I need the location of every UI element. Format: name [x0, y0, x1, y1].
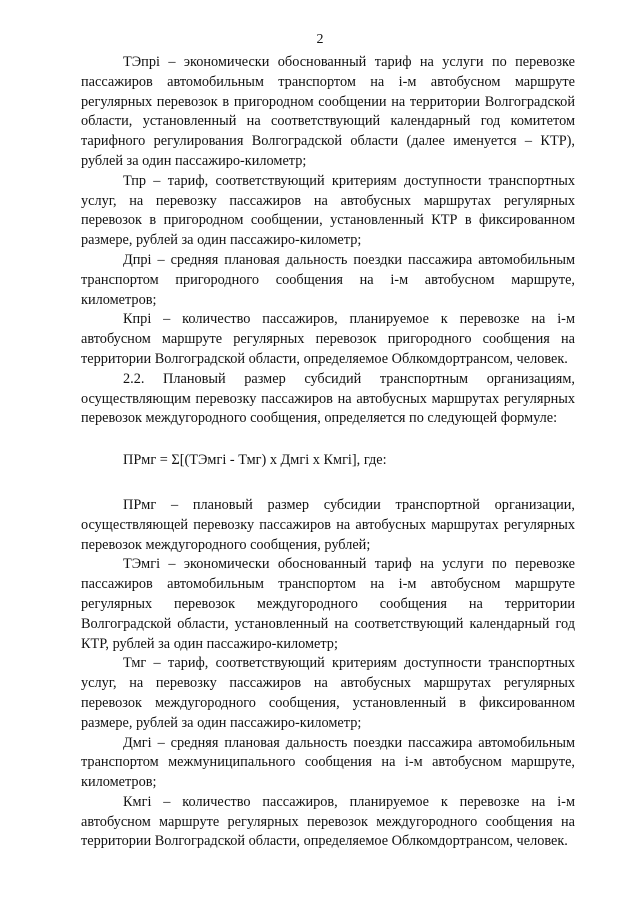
definition-dmg: Дмгi – средняя плановая дальность поездки пассажира автомобильным транспортом межмуниципального сообщения на i-м автобусном маршруте, километров;: [81, 734, 575, 791]
definition-tpr: Тпр – тариф, соответствующий критериям доступности транспортных услуг, на перевозку пассажиров на автобусных маршрутах регулярных перевозок в пригородном сообщении, установленный КТР в фиксированном размере, рублей за один пассажиро-километр;: [81, 172, 575, 249]
page-number: 2: [316, 32, 324, 47]
definition-tepr: ТЭпрi – экономически обоснованный тариф на услуги по перевозке пассажиров автомобильным транспортом на i-м автобусном маршруте регулярных перевозок в пригородном сообщении на территории Волгоградской области, установленный на соответствующий календарный год комитетом тарифного регулирования Волгоградской области (далее именуется – КТР), рублей за один пассажиро-километр;: [81, 54, 575, 169]
definition-temg: ТЭмгi – экономически обоснованный тариф на услуги по перевозке пассажиров автомобильным транспортом на i-м автобусном маршруте регулярных перевозок междугородного сообщения на территории Волгоградской области, установленный на соответствующий календарный год КТР, рублей за один пассажиро-километр;: [81, 556, 575, 652]
definition-tmg: Тмг – тариф, соответствующий критериям доступности транспортных услуг, на перевозку пассажиров на автобусных маршрутах регулярных перевозок междугородного сообщения, установленный в фиксированном размере, рублей за один пассажиро-километр;: [81, 655, 575, 731]
subsidy-formula: ПРмг = Σ[(ТЭмгi - Тмг) х Дмгi х Кмгi], где:: [123, 452, 387, 469]
document-body: [81, 53, 575, 852]
clause-2-2: 2.2. Плановый размер субсидий транспортным организациям, осуществляющим перевозку пассажиров на автобусных маршрутах регулярных перевозок междугородного сообщения, определяется по следующей формуле:: [81, 370, 575, 427]
definition-kmg: Кмгi – количество пассажиров, планируемое к перевозке на i-м автобусном маршруте регулярных перевозок междугородного сообщения на территории Волгоградской области, определяемое Облкомдортрансом, человек.: [81, 793, 575, 850]
definition-prmg: ПРмг – плановый размер субсидии транспортной организации, осуществляющей перевозку пассажиров на автобусных маршрутах регулярных перевозок междугородного сообщения, рублей;: [81, 496, 575, 553]
definition-dpr: Дпрi – средняя плановая дальность поездки пассажира автомобильным транспортом пригородного сообщения на i-м автобусном маршруте, километров;: [81, 251, 575, 308]
definition-kpr: Кпрi – количество пассажиров, планируемое к перевозке на i-м автобусном маршруте регулярных перевозок пригородного сообщения на территории Волгоградской области, определяемое Облкомдортрансом, человек.: [81, 311, 575, 367]
